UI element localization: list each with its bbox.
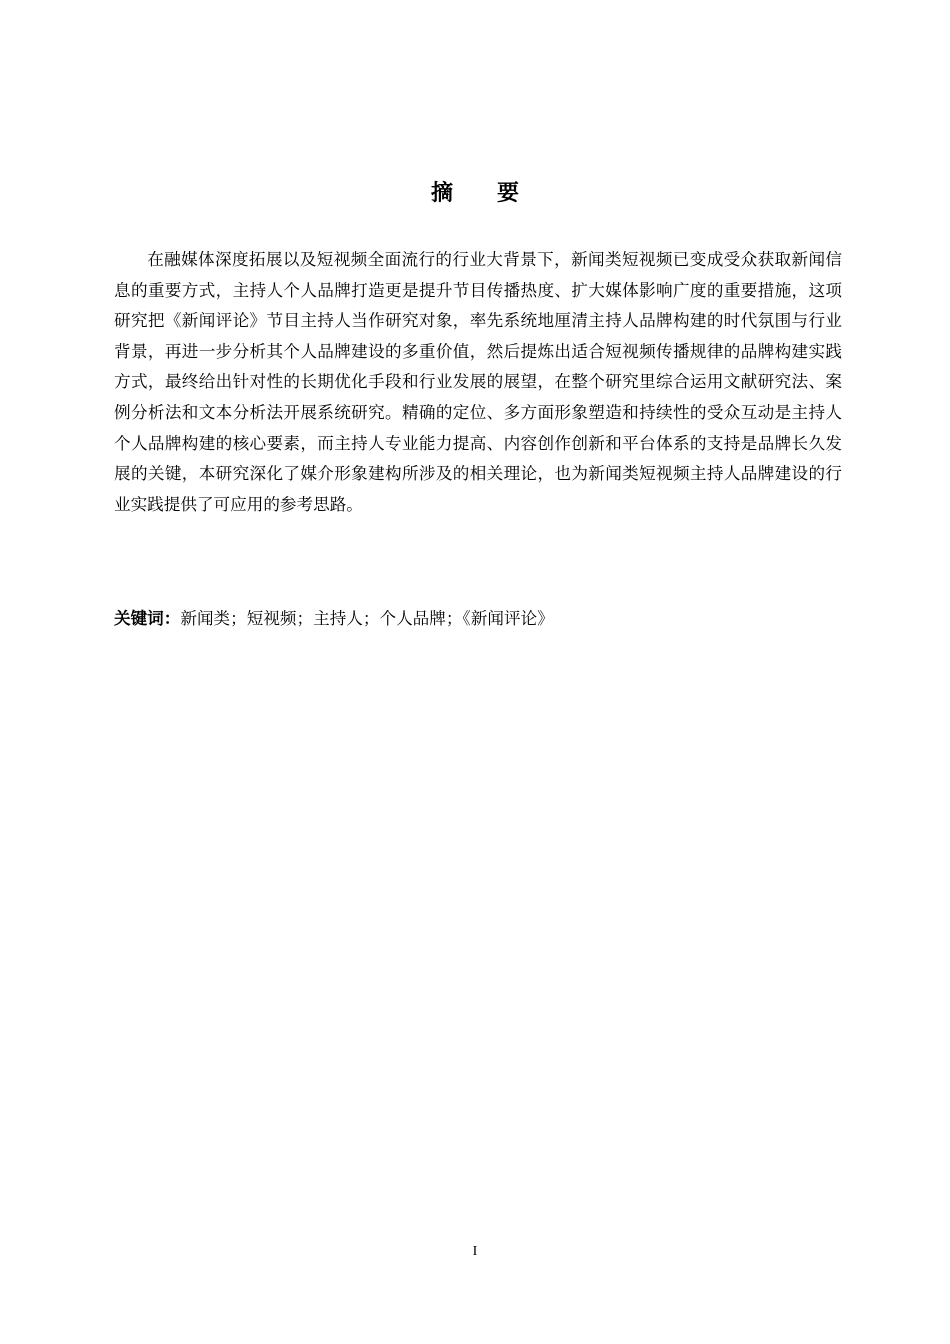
heading-char-1: 摘: [430, 181, 453, 206]
keywords-value: 新闻类；短视频；主持人；个人品牌；《新闻评论》: [180, 609, 554, 628]
abstract-paragraph: 在融媒体深度拓展以及短视频全面流行的行业大背景下，新闻类短视频已变成受众获取新闻信息的重要方式，主持人个人品牌打造更是提升节目传播热度、扩大媒体影响广度的重要措施，这项研究把《新闻评论》节目主持人当作研究对象，率先系统地厘清主持人品牌构建的时代氛围与行业背景，再进一步分析其个人品牌建设的多重价值，然后提炼出适合短视频传播规律的品牌构建实践方式，最终给出针对性的长期优化手段和行业发展的展望，在整个研究里综合运用文献研究法、案例分析法和文本分析法开展系统研究。精确的定位、多方面形象塑造和持续性的受众互动是主持人个人品牌构建的核心要素，而主持人专业能力提高、内容创作创新和平台体系的支持是品牌长久发展的关键，本研究深化了媒介形象建构所涉及的相关理论，也为新闻类短视频主持人品牌建设的行业实践提供了可应用的参考思路。: [114, 250, 842, 514]
heading-char-2: 要: [497, 181, 520, 206]
keywords-label: 关键词：: [114, 609, 181, 628]
abstract-heading: [0, 178, 950, 210]
page-number: I: [472, 1244, 478, 1259]
keywords-line: [114, 604, 842, 634]
